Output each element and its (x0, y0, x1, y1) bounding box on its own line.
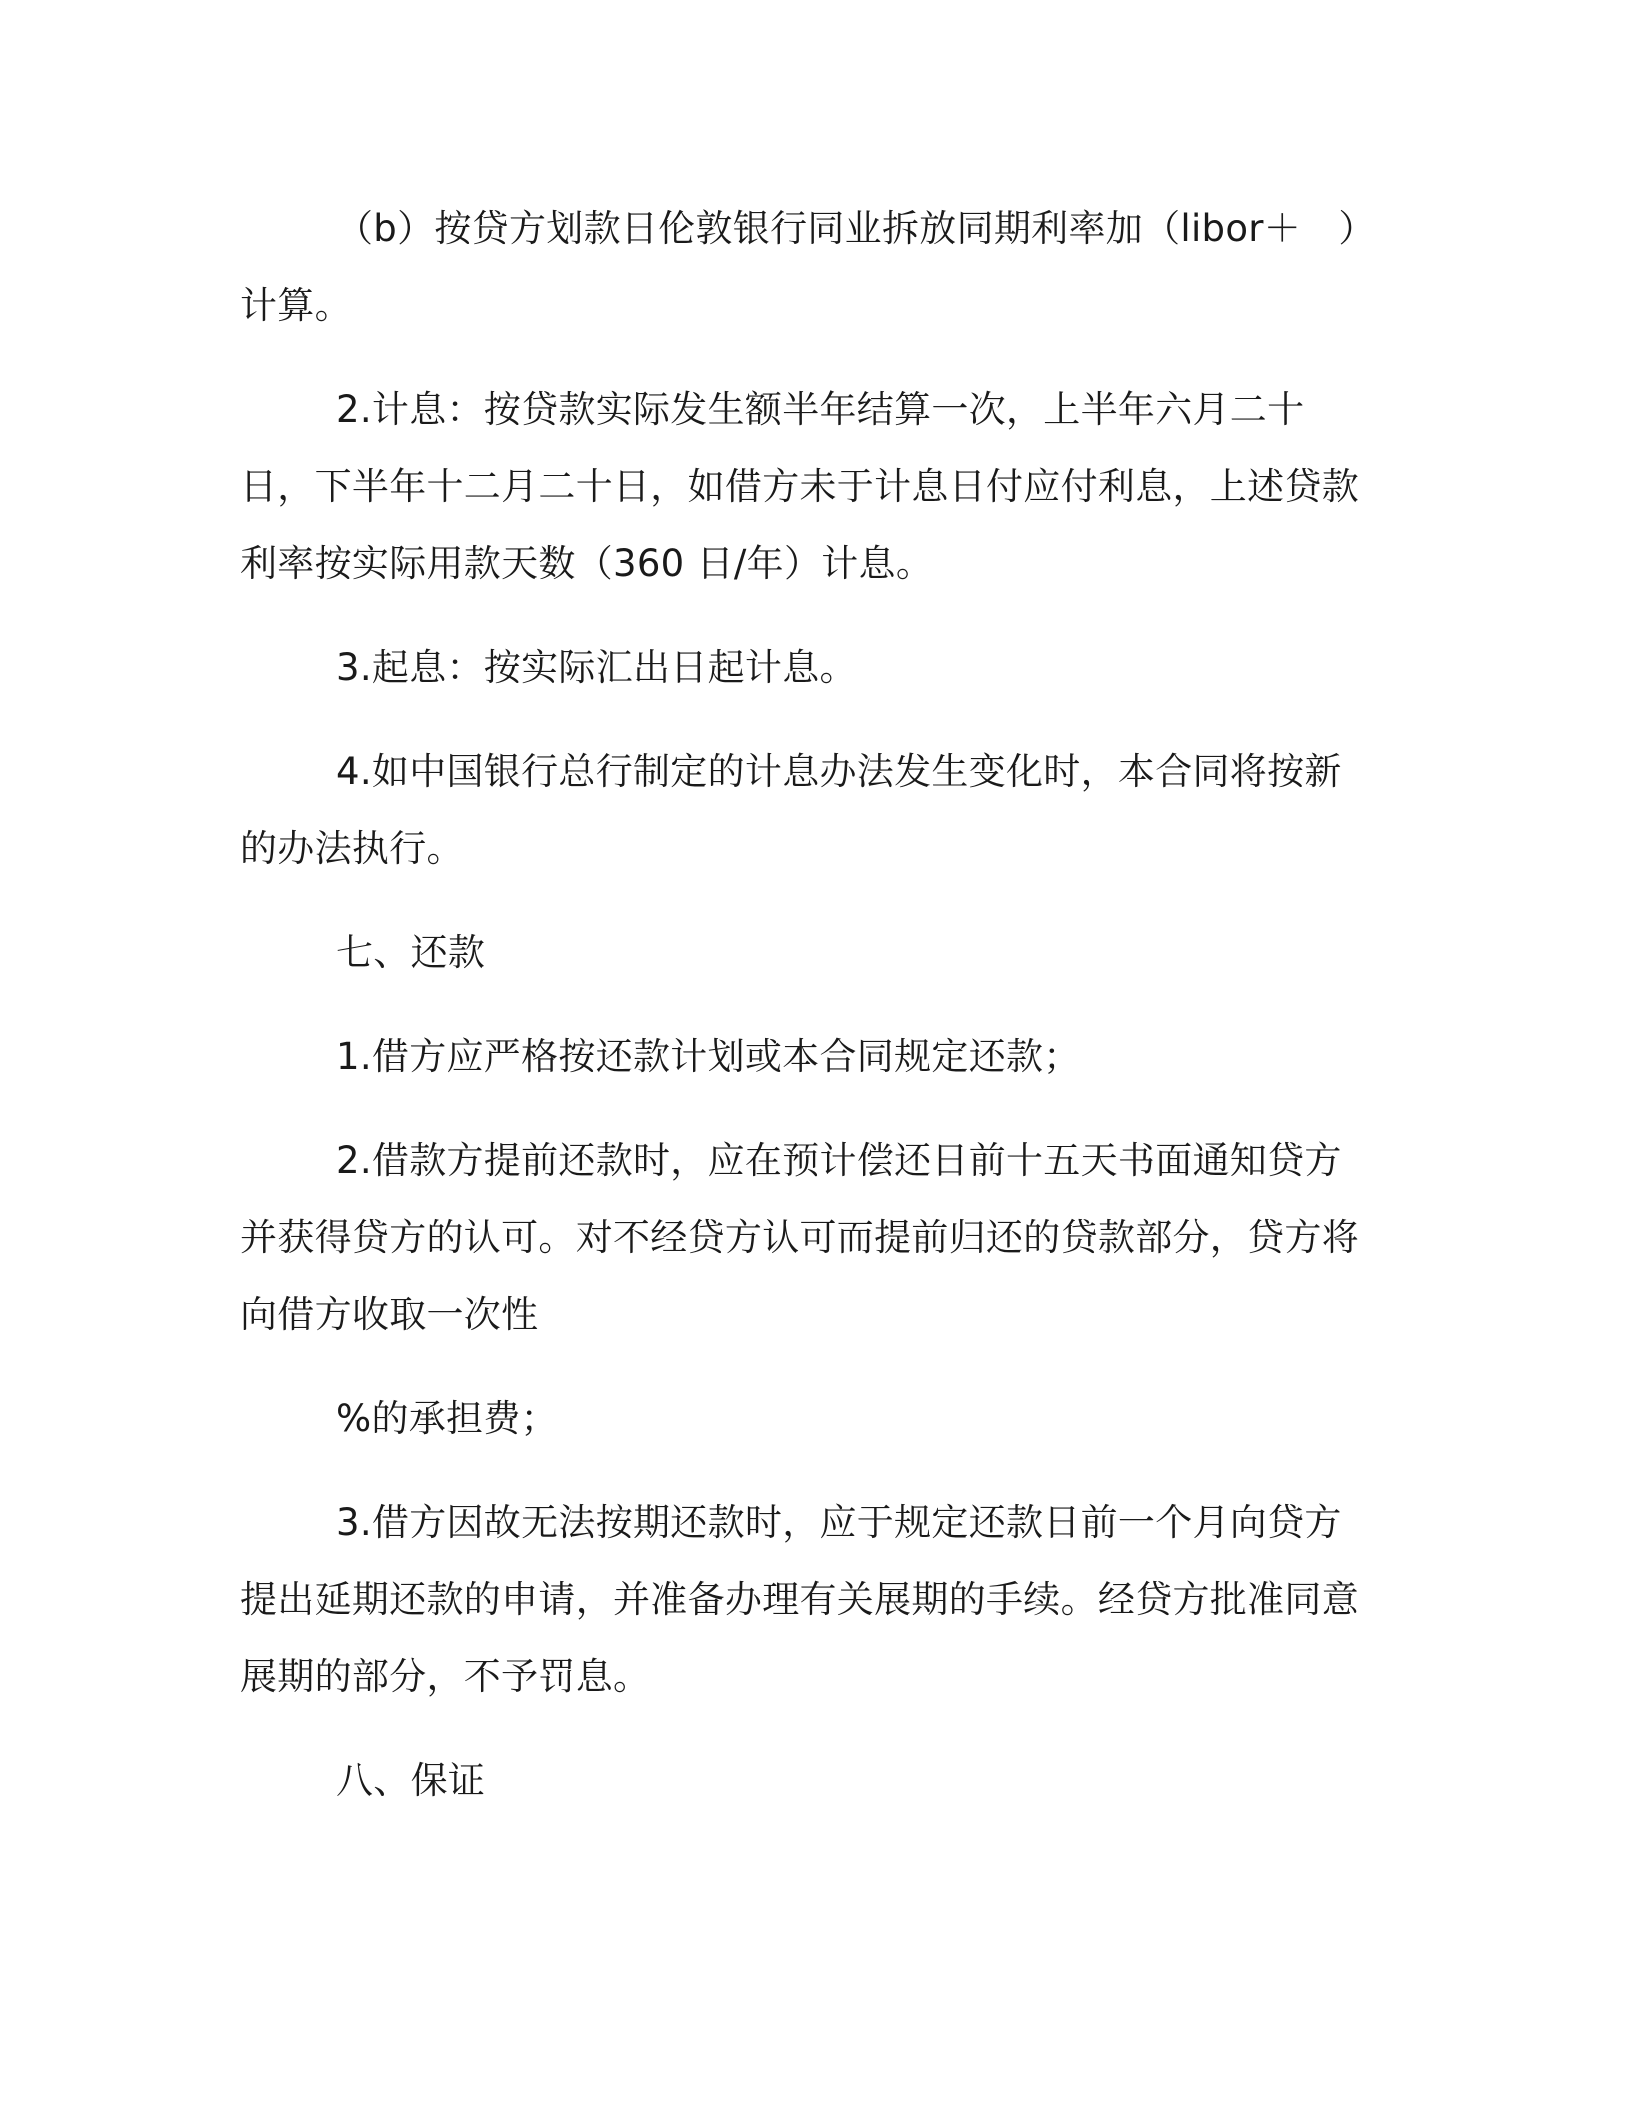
paragraph-interest-start: 3.起息：按实际汇出日起计息。 (336, 646, 857, 689)
paragraph-repayment-schedule: 1.借方应严格按还款计划或本合同规定还款； (336, 1035, 1081, 1078)
paragraph-method-change: 4.如中国银行总行制定的计息办法发生变化时，本合同将按新的办法执行。 (240, 750, 1342, 870)
paragraph-interest-rate-libor: （b）按贷方划款日伦敦银行同业拆放同期利率加（libor＋ ）计算。 (240, 207, 1358, 327)
paragraph-interest-calculation: 2.计息：按贷款实际发生额半年结算一次，上半年六月二十日，下半年十二月二十日，如借方未于计息日付应付利息，上述贷款利率按实际用款天数（360 日/年）计息。 (240, 388, 1359, 585)
paragraph-commitment-fee: %的承担费； (336, 1397, 558, 1440)
section-heading-repayment: 七、还款 (336, 931, 486, 974)
document-body (240, 190, 1370, 1819)
section-heading-guarantee: 八、保证 (336, 1759, 486, 1802)
paragraph-extension-request: 3.借方因故无法按期还款时，应于规定还款日前一个月向贷方提出延期还款的申请，并准备办理有关展期的手续。经贷方批准同意展期的部分，不予罚息。 (240, 1501, 1359, 1698)
paragraph-early-repayment: 2.借款方提前还款时，应在预计偿还日前十五天书面通知贷方并获得贷方的认可。对不经贷方认可而提前归还的贷款部分，贷方将向借方收取一次性 (240, 1139, 1359, 1336)
